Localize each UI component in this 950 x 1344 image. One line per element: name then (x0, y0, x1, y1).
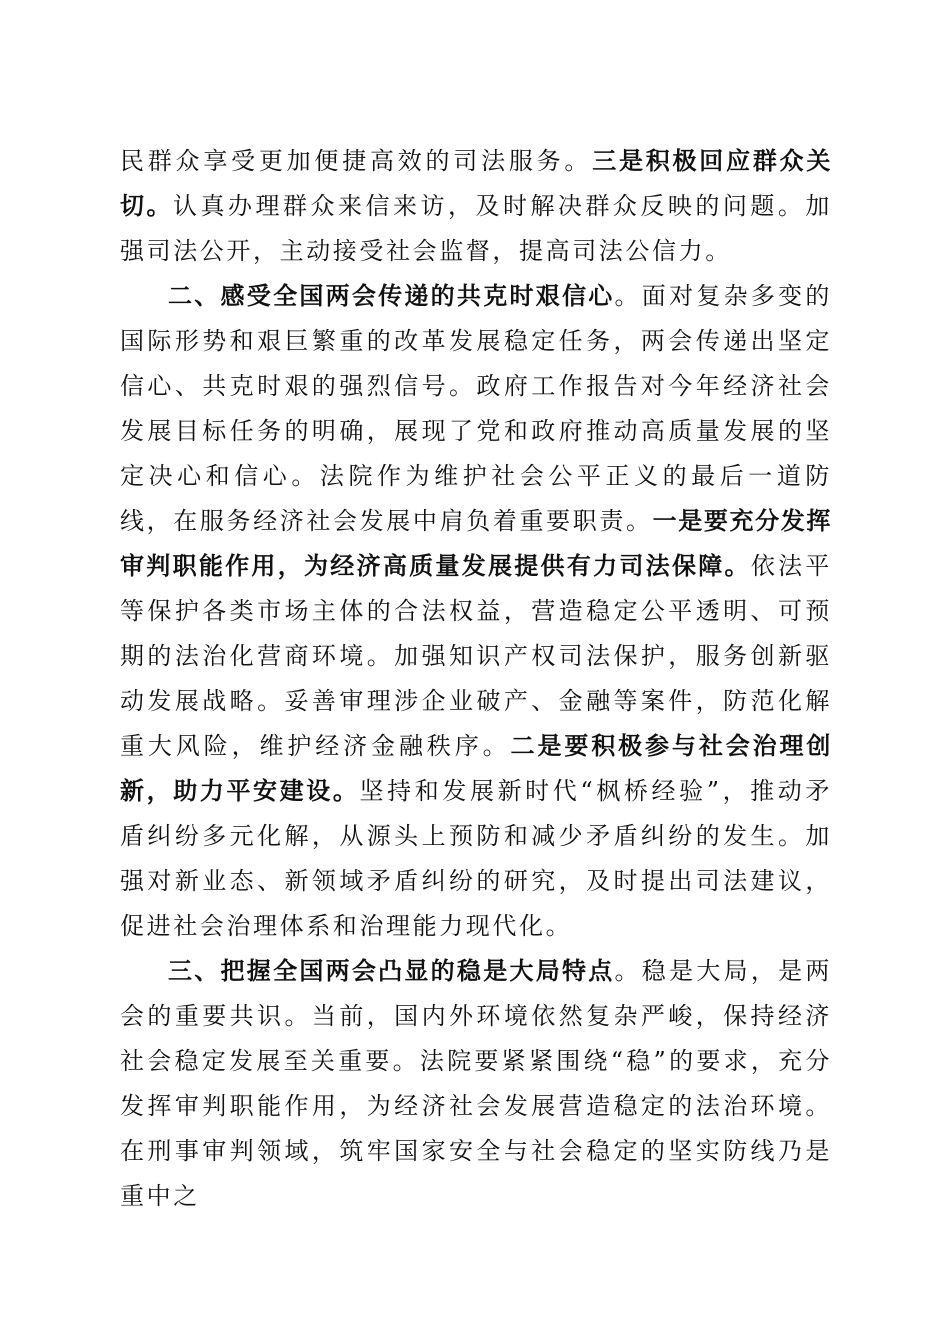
section-heading-3: 三、把握全国两会凸显的稳是大局特点 (168, 957, 615, 985)
paragraph-1 (120, 139, 832, 274)
text-run: 。面对复杂多变的国际形势和艰巨繁重的改革发展稳定任务，两会传递出坚定信心、共克时艰的强烈信号。政府工作报告对今年经济社会发展目标任务的明确，展现了党和政府推动高质量发展的坚定决心和信心。法院作为维护社会公平正义的最后一道防线，在服务经济社会发展中肩负着重要职责。 (120, 282, 832, 535)
text-run: 坚持和发展新时代“枫桥经验”，推动矛盾纠纷多元化解，从源头上预防和减少矛盾纠纷的发生。加强对新业态、新领域矛盾纠纷的研究，及时提出司法建议，促进社会治理体系和治理能力现代化。 (120, 777, 833, 940)
section-heading-2: 二、感受全国两会传递的共克时艰信心 (168, 282, 615, 310)
text-run: 依法平等保护各类市场主体的合法权益，营造稳定公平透明、可预期的法治化营商环境。加强知识产权司法保护，服务创新驱动发展战略。妥善审理涉企业破产、金融等案件，防范化解重大风险，维护经济金融秩序。 (120, 552, 832, 760)
text-run: 认真办理群众来信来访，及时解决群众反映的问题。加强司法公开，主动接受社会监督，提高司法公信力。 (120, 192, 832, 265)
text-run: 民群众享受更加便捷高效的司法服务。 (120, 147, 593, 175)
bold-heading-run: 三是积极回应群众关切。 (120, 147, 832, 220)
text-run: 。稳是大局，是两会的重要共识。当前，国内外环境依然复杂严峻，保持经济社会稳定发展至关重要。法院要紧紧围绕“稳”的要求，充分发挥审判职能作用，为经济社会发展营造稳定的法治环境。在刑事审判领域，筑牢国家安全与社会稳定的坚实防线乃是重中之 (120, 957, 832, 1210)
paragraph-2 (120, 274, 832, 949)
document-body (120, 139, 832, 1219)
bold-heading-run: 二是要积极参与社会治理创新，助力平安建设。 (120, 732, 832, 805)
paragraph-3 (120, 949, 832, 1219)
bold-heading-run: 一是要充分发挥审判职能作用，为经济高质量发展提供有力司法保障。 (120, 507, 833, 580)
